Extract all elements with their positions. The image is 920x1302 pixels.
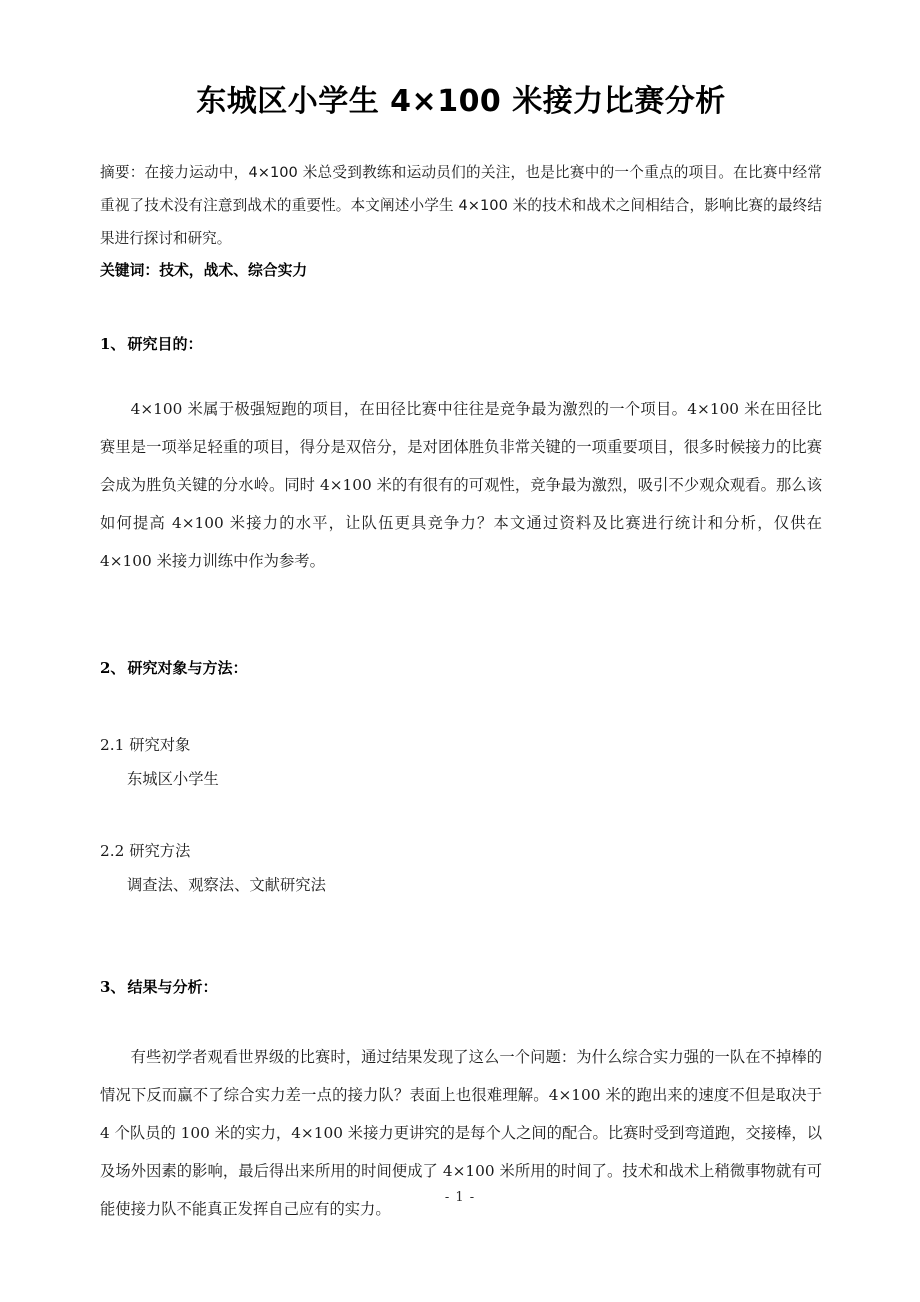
subsection-label-2-1: 2.1 研究对象 xyxy=(100,736,191,754)
section-number-2: 2、 xyxy=(100,659,126,677)
section-3-paragraph: 有些初学者观看世界级的比赛时，通过结果发现了这么一个问题：为什么综合实力强的一队在不掉棒的情况下反而赢不了综合实力差一点的接力队？表面上也很难理解。4×100 米的跑出来的速度不但是取决于 4 个队员的 100 米的实力，4×100 米接力更讲究的是每个人之间的配合。比赛时受到弯道跑，交接棒，以及场外因素的影响，最后得出来所用的时间便成了 4×100 米所用的时间了。技术和战术上稍微事物就有可能使接力队不能真正发挥自己应有的实力。 xyxy=(100,1048,823,1218)
subsection-body-2-2: 调查法、观察法、文献研究法 xyxy=(127,876,326,894)
subsection-body-2-1: 东城区小学生 xyxy=(127,770,219,788)
section-heading-1 xyxy=(100,286,822,357)
keywords-line: 关键词：技术，战术、综合实力 xyxy=(100,262,308,279)
section-title-3: 结果与分析： xyxy=(127,978,218,996)
section-heading-3 xyxy=(100,902,822,1000)
page-number: - 1 - xyxy=(444,1190,476,1205)
section-number-1: 1、 xyxy=(100,335,126,353)
page-content xyxy=(100,0,822,1228)
section-heading-2 xyxy=(100,580,822,681)
abstract-paragraph: 摘要：在接力运动中，4×100 米总受到教练和运动员们的关注，也是比赛中的一个重点的项目。在比赛中经常重视了技术没有注意到战术的重要性。本文阐述小学生 4×100 米的技术和战术之间相结合，影响比赛的最终结果进行探讨和研究。 xyxy=(100,164,822,247)
section-1-paragraph: 4×100 米属于极强短跑的项目，在田径比赛中往往是竞争最为激烈的一个项目。4×100 米在田径比赛里是一项举足轻重的项目，得分是双倍分，是对团体胜负非常关键的一项重要项目，很多时候接力的比赛会成为胜负关键的分水岭。同时 4×100 米的有很有的可观性，竞争最为激烈，吸引不少观众观看。那么该如何提高 4×100 米接力的水平，让队伍更具竞争力？本文通过资料及比赛进行统计和分析，仅供在 4×100 米接力训练中作为参考。 xyxy=(100,400,822,570)
section-number-3: 3、 xyxy=(100,978,126,996)
subsection-label-2-2: 2.2 研究方法 xyxy=(100,842,191,860)
page-title: 东城区小学生 4×100 米接力比赛分析 xyxy=(196,84,726,119)
section-title-2: 研究对象与方法： xyxy=(127,659,248,677)
section-title-1: 研究目的： xyxy=(127,335,203,353)
